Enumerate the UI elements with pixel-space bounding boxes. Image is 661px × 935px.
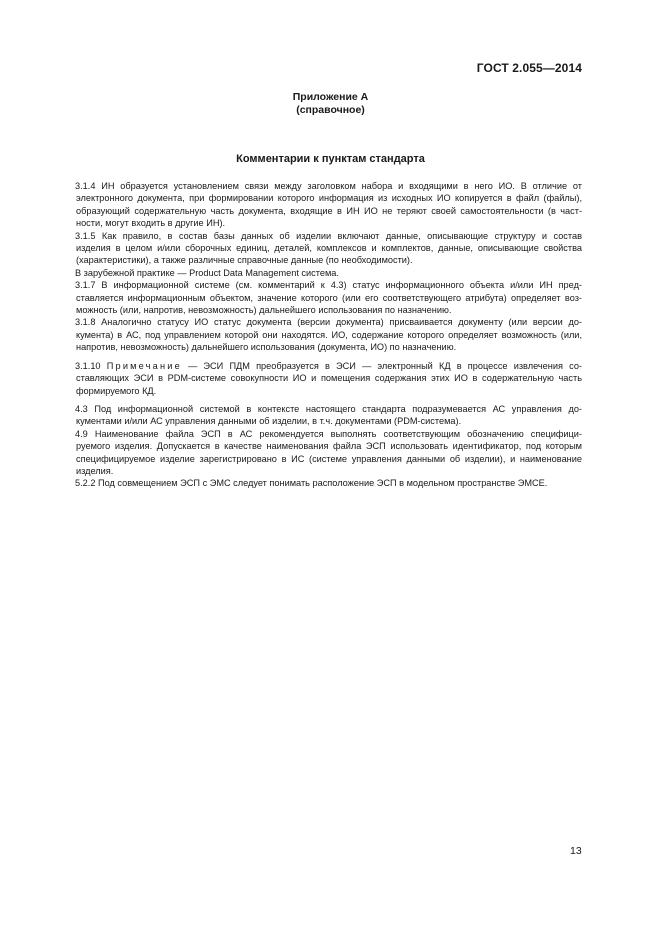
note-text: — ЭСИ ПДМ преобразуется в ЭСИ — электронный КД в процессе извлечения со- [181,360,582,371]
text-line: ности, могут входить в другие ИН). [76,218,226,229]
appendix-subtitle: (справочное) [296,104,365,116]
text-line: изделия. [76,465,114,476]
paragraph-3-1-5 [76,230,582,267]
text-line: кументами и/или АС управления данными об изделии, в т.ч. документами (PDM-система). [76,416,462,427]
section-title: Комментарии к пунктам стандарта [236,153,425,165]
text-line: ставляющих ЭСИ в PDM-системе совокупности ИО и помещения содержания этих ИО в содержательную часть [76,373,582,384]
document-code: ГОСТ 2.055—2014 [476,61,582,75]
clause-number: 3.1.10 [75,360,101,371]
text-line: образующий содержательную часть документа, входящие в ИН ИО не теряют своей самостоятельности (в част- [76,205,582,216]
text-line: можность (или, напротив, невозможность) дальнейшего использования по назначению. [76,305,452,316]
paragraph-3-1-8 [76,316,582,353]
text-line: 3.1.4 ИН образуется установлением связи между заголовком набора и входящими в него ИО. В отличие от [75,181,582,191]
paragraph-3-1-5-note [76,267,582,279]
text-line: формируемого КД. [76,385,157,396]
text-line: кумента) в АС, под управлением которой они находятся. ИО, содержание которого определяет возможность (или, [76,329,582,340]
page-number: 13 [570,845,582,857]
text-line: 3.1.5 Как правило, в состав базы данных об изделии включают данные, описывающие структуру и состав [75,230,582,241]
text-line: 3.1.8 Аналогично статусу ИО статус документа (версии документа) присваивается документу (или версии до- [75,317,582,328]
paragraph-3-1-10 [76,360,582,397]
paragraph-4-9 [76,428,582,478]
paragraph-3-1-7 [76,279,582,316]
text-line: В зарубежной практике — Product Data Management система. [75,267,339,278]
text-line [75,360,582,372]
appendix-title: Приложение А [292,91,369,103]
text-line: (характеристики), а также различные справочные данные (по необходимости). [76,255,413,266]
paragraph-4-3 [76,403,582,428]
text-line: ставляется информационным объектом, значение которого (или его соответствующего атрибута) определяет воз- [76,292,582,303]
text-line: 3.1.7 В информационной системе (см. комментарий к 4.3) статус информационного объекта и/или ИН пред- [75,280,582,291]
text-line: напротив, невозможность) дальнейшего использования (документа, ИО) по назначению. [76,342,457,353]
text-line: изделия в целом и/или сборочных единиц, деталей, комплексов и комплектов, данные, описывающие свойства [76,243,582,254]
paragraph-3-1-4 [76,180,582,230]
document-body [76,180,582,490]
text-line: 4.3 Под информационной системой в контексте настоящего стандарта подразумевается АС управления до- [75,403,582,414]
appendix-heading [0,91,661,117]
text-line: электронного документа, при формировании которого информация из исходных ИО копируется в файл (файлы), [76,193,582,204]
text-line: 5.2.2 Под совмещением ЭСП с ЭМС следует понимать расположение ЭСП в модельном пространстве ЭМСЕ. [75,478,548,489]
note-label: Примечание [106,360,182,371]
text-line: руемого изделия. Допускается в качестве наименования файла ЭСП использовать идентификатор, под которым [76,441,582,452]
text-line: специфицируемое изделие зарегистрировано в ИС (системе управления данными об изделии), и наименование [76,453,582,464]
paragraph-5-2-2 [76,477,582,489]
text-line: 4.9 Наименование файла ЭСП в АС рекомендуется выполнять соответствующим обозначению специфици- [75,428,582,439]
